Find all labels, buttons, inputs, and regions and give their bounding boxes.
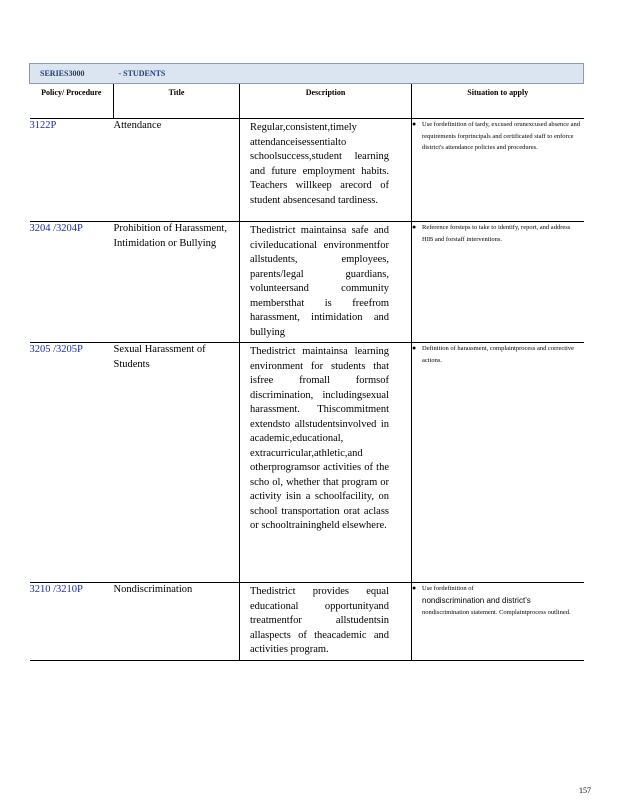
policy-title: Attendance [114, 119, 240, 222]
situation-text: Definition of harassment, complaintprocess and corrective actions. [422, 345, 574, 364]
situation-item [412, 343, 584, 366]
series-separator: - [118, 69, 122, 78]
table-row [30, 583, 584, 661]
situation-text-emphasis: nondiscrimination and district’s [422, 595, 531, 605]
situation-text: Reference forsteps to take to identify, report, and address HIB and forstaff interventions. [422, 224, 571, 243]
bullet-icon: ● [412, 223, 417, 231]
policy-description: Regular,consistent,timely attendanceisessentialto schoolsuccess,student learning and future employment habits. Teachers willkeep arecord of student absencesand tardiness. [250, 122, 389, 206]
policy-table [29, 63, 584, 661]
table-row [30, 119, 584, 222]
policy-code: 3204 /3204P [30, 222, 114, 343]
table-row [30, 222, 584, 343]
series-header [30, 64, 584, 84]
header-policy: Policy/ Procedure [30, 84, 114, 119]
policy-title: Nondiscrimination [114, 583, 240, 661]
bullet-icon: ● [412, 344, 417, 352]
policy-description: Thedistrict maintainsa safe and civileducational environmentfor allstudents, employees, parents/legal guardians, volunteersand community membersthat is freefrom harassment, intimidation and bullying [250, 225, 389, 338]
header-title: Title [114, 84, 240, 119]
policy-code: 3205 /3205P [30, 343, 114, 583]
bullet-icon: ● [412, 120, 417, 128]
policy-code: 3122P [30, 119, 114, 222]
policy-title: Prohibition of Harassment, Intimidation or Bullying [114, 222, 240, 343]
table-row [30, 343, 584, 583]
header-situation: Situation to apply [412, 84, 584, 119]
series-code: SERIES3000 [40, 69, 85, 78]
page-number: 157 [579, 786, 591, 795]
bullet-icon: ● [412, 584, 417, 592]
policy-description: Thedistrict provides equal educational opportunityand treatmentfor allstudentsin allaspects of theacademic and activities program. [250, 586, 389, 655]
situation-item [412, 119, 584, 154]
situation-item [412, 583, 584, 619]
situation-text: Use fordefinition of tardy, excused orunexcused absence and requirements forprincipals and certificated staff to enforce district's attendance policies and procedures. [422, 121, 581, 151]
policy-code: 3210 /3210P [30, 583, 114, 661]
column-header-row [30, 84, 584, 119]
series-name: STUDENTS [123, 69, 166, 78]
header-description: Description [240, 84, 412, 119]
series-header-row [30, 64, 584, 84]
situation-text: Use fordefinition of [422, 585, 474, 592]
situation-text-tail: nondiscrimination statement. Complaintprocess outlined. [422, 609, 571, 616]
policy-title: Sexual Harassment of Students [114, 343, 240, 583]
situation-item [412, 222, 584, 245]
policy-description: Thedistrict maintainsa learning environment for students that isfree fromall formsof discrimination, includingsexual harassment. Thiscommitment extendsto allstudentsinvolved in academic,educational, extracurricular,athletic,and otherprogramsor activities of the scho ol, whether that program or activity isin a schoolfacility, on school transportation orat aclass or schooltrainingheld elsewhere. [250, 346, 389, 531]
